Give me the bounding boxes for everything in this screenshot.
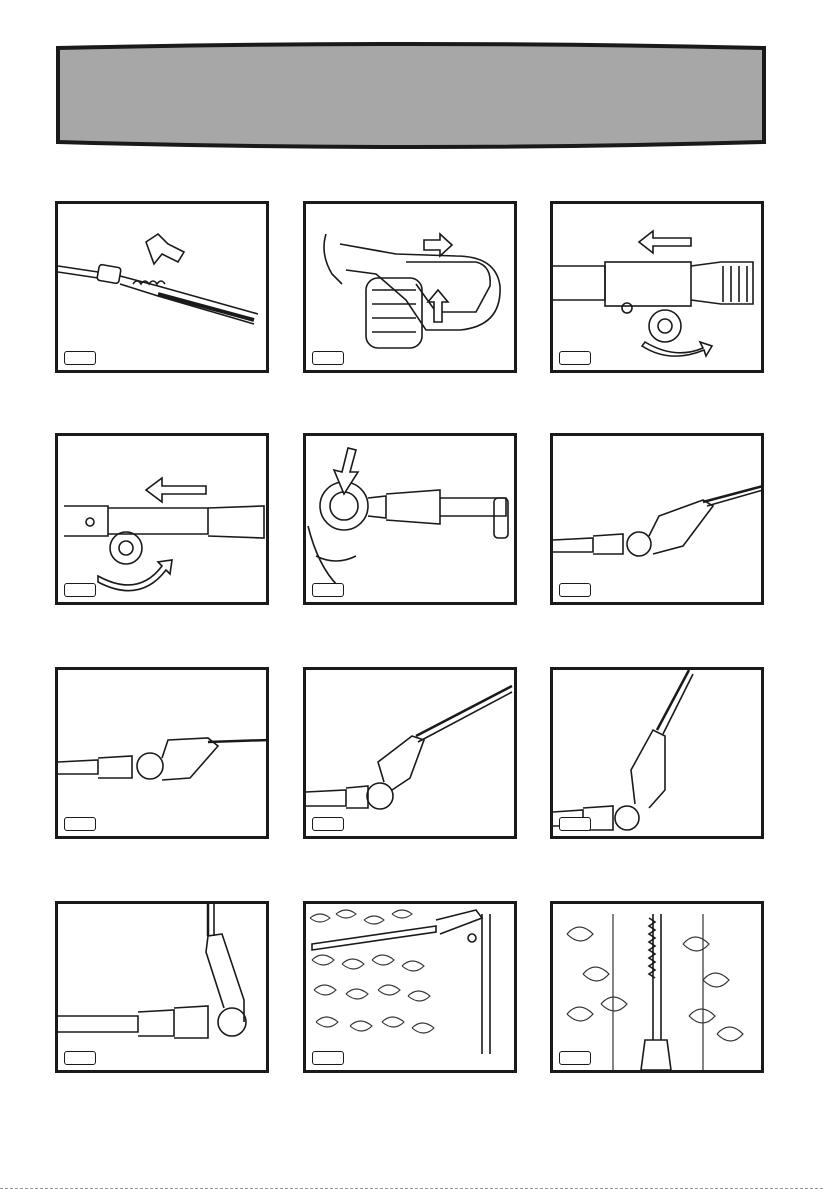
figure-number-12	[559, 1051, 591, 1065]
hedge-top-trimming-illustration	[306, 904, 514, 1070]
hedge-side-trimming-illustration	[553, 904, 761, 1070]
page-bottom-edge	[0, 1188, 823, 1189]
battery-insertion-illustration	[306, 204, 514, 370]
pole-connection-illustration	[58, 204, 266, 370]
figure-number-9	[559, 817, 591, 831]
figure-panel-6	[550, 433, 764, 605]
release-button-illustration	[306, 436, 514, 602]
figure-panel-12	[550, 901, 764, 1073]
head-angle-4-illustration	[553, 670, 761, 836]
figure-panel-10	[55, 901, 269, 1073]
figure-number-3	[559, 351, 591, 365]
figure-number-7	[64, 817, 96, 831]
figure-number-10	[64, 1051, 96, 1065]
figure-number-5	[312, 583, 344, 597]
figure-panel-5	[303, 433, 517, 605]
figure-panel-4	[55, 433, 269, 605]
head-angle-2-illustration	[58, 670, 266, 836]
figure-panel-3	[550, 201, 764, 373]
figure-panel-7	[55, 667, 269, 839]
figure-panel-9	[550, 667, 764, 839]
head-angle-5-illustration	[58, 904, 266, 1070]
figure-number-2	[312, 351, 344, 365]
figure-panel-1	[55, 201, 269, 373]
figure-panel-11	[303, 901, 517, 1073]
figure-number-8	[312, 817, 344, 831]
figure-panel-2	[303, 201, 517, 373]
figure-number-6	[559, 583, 591, 597]
figure-number-1	[64, 351, 96, 365]
title-banner	[52, 42, 770, 150]
figure-number-11	[312, 1051, 344, 1065]
head-angle-3-illustration	[306, 670, 514, 836]
head-angle-1-illustration	[553, 436, 761, 602]
pole-loosen-illustration	[553, 204, 761, 370]
figure-number-4	[64, 583, 96, 597]
figure-panel-8	[303, 667, 517, 839]
pole-tighten-illustration	[58, 436, 266, 602]
